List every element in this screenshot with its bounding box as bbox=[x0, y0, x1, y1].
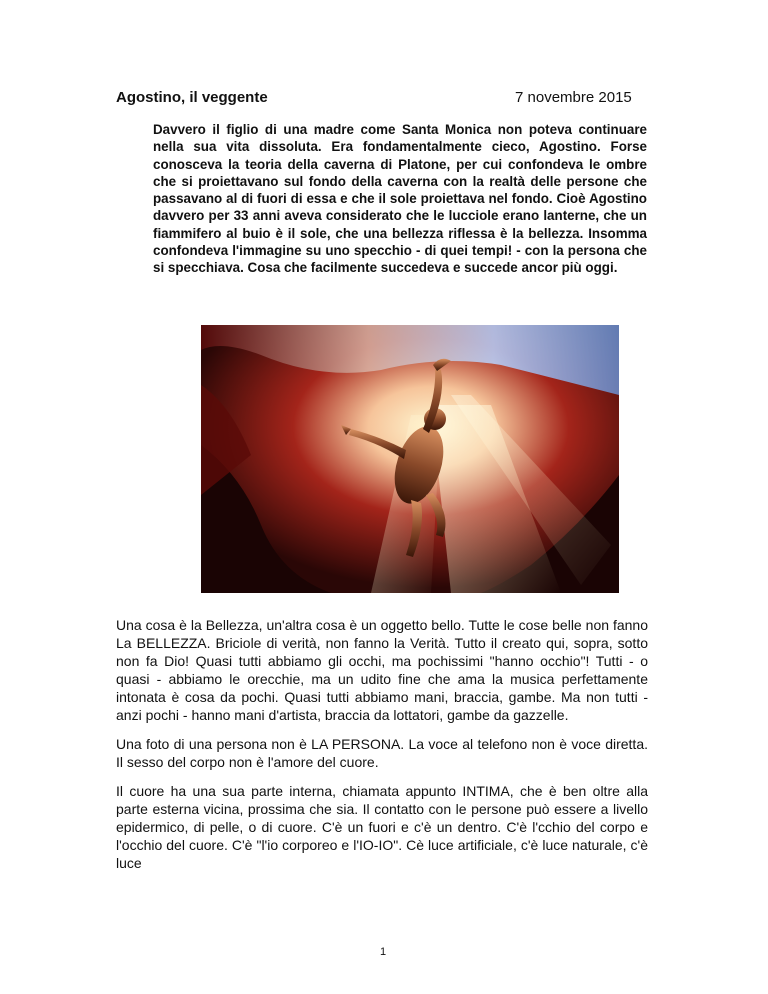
document-title: Agostino, il veggente bbox=[116, 89, 268, 106]
body-paragraph: Il cuore ha una sua parte interna, chiamata appunto INTIMA, che è ben oltre alla parte esterna vicina, prossima che sia. Il contatto con le persone può essere a livello epidermico, di pelle, o di cuore. C'è un fuori e c'è un dentro. C'è l'cchio del corpo e l'occhio del cuore. C'è "l'io corporeo e l'IO-IO". Cè luce artificiale, c'è luce naturale, c'è luce bbox=[116, 783, 648, 871]
intro-paragraph: Davvero il figlio di una madre come Santa Monica non poteva continuare nella sua vita dissoluta. Era fondamentalmente cieco, Agostino. Forse conosceva la teoria della caverna di Platone, per cui confondeva le ombre che si proiettavano sul fondo della caverna con la realtà delle persone che passavano al di fuori di essa e che il sole proiettava nel fondo. Cioè Agostino davvero per 33 anni aveva considerato che le lucciole erano lanterne, che un fiammifero al buio è il sole, che una bellezza riflessa è la bellezza. Insomma confondeva l'immagine su uno specchio - di quei tempi! - con la persona che si specchiava. Cosa che facilmente succedeva e succede ancor più oggi. bbox=[153, 122, 647, 276]
body-paragraph: Una cosa è la Bellezza, un'altra cosa è un oggetto bello. Tutte le cose belle non fanno La BELLEZZA. Briciole di verità, non fanno la Verità. Tutto il creato qui, sopra, sotto non fa Dio! Quasi tutti abbiamo gli occhi, ma pochissimi "hanno occhio"! Tutti - o quasi - abbiamo le orecchie, ma un udito fine che ama la musica perfettamente intonata è cosa da pochi. Quasi tutti abbiamo mani, braccia, gambe. Ma non tutti - anzi pochi - hanno mani d'artista, braccia da lottatori, gambe da gazzelle. bbox=[116, 617, 648, 723]
illustration-image bbox=[201, 325, 619, 593]
document-date: 7 novembre 2015 bbox=[515, 89, 632, 106]
body-paragraph: Una foto di una persona non è LA PERSONA. La voce al telefono non è voce diretta. Il sesso del corpo non è l'amore del cuore. bbox=[116, 736, 648, 770]
document-header bbox=[116, 89, 646, 111]
page-number: 1 bbox=[380, 946, 387, 958]
body-text bbox=[116, 616, 648, 883]
illustration-figure-falling-in-light-icon bbox=[201, 325, 619, 593]
